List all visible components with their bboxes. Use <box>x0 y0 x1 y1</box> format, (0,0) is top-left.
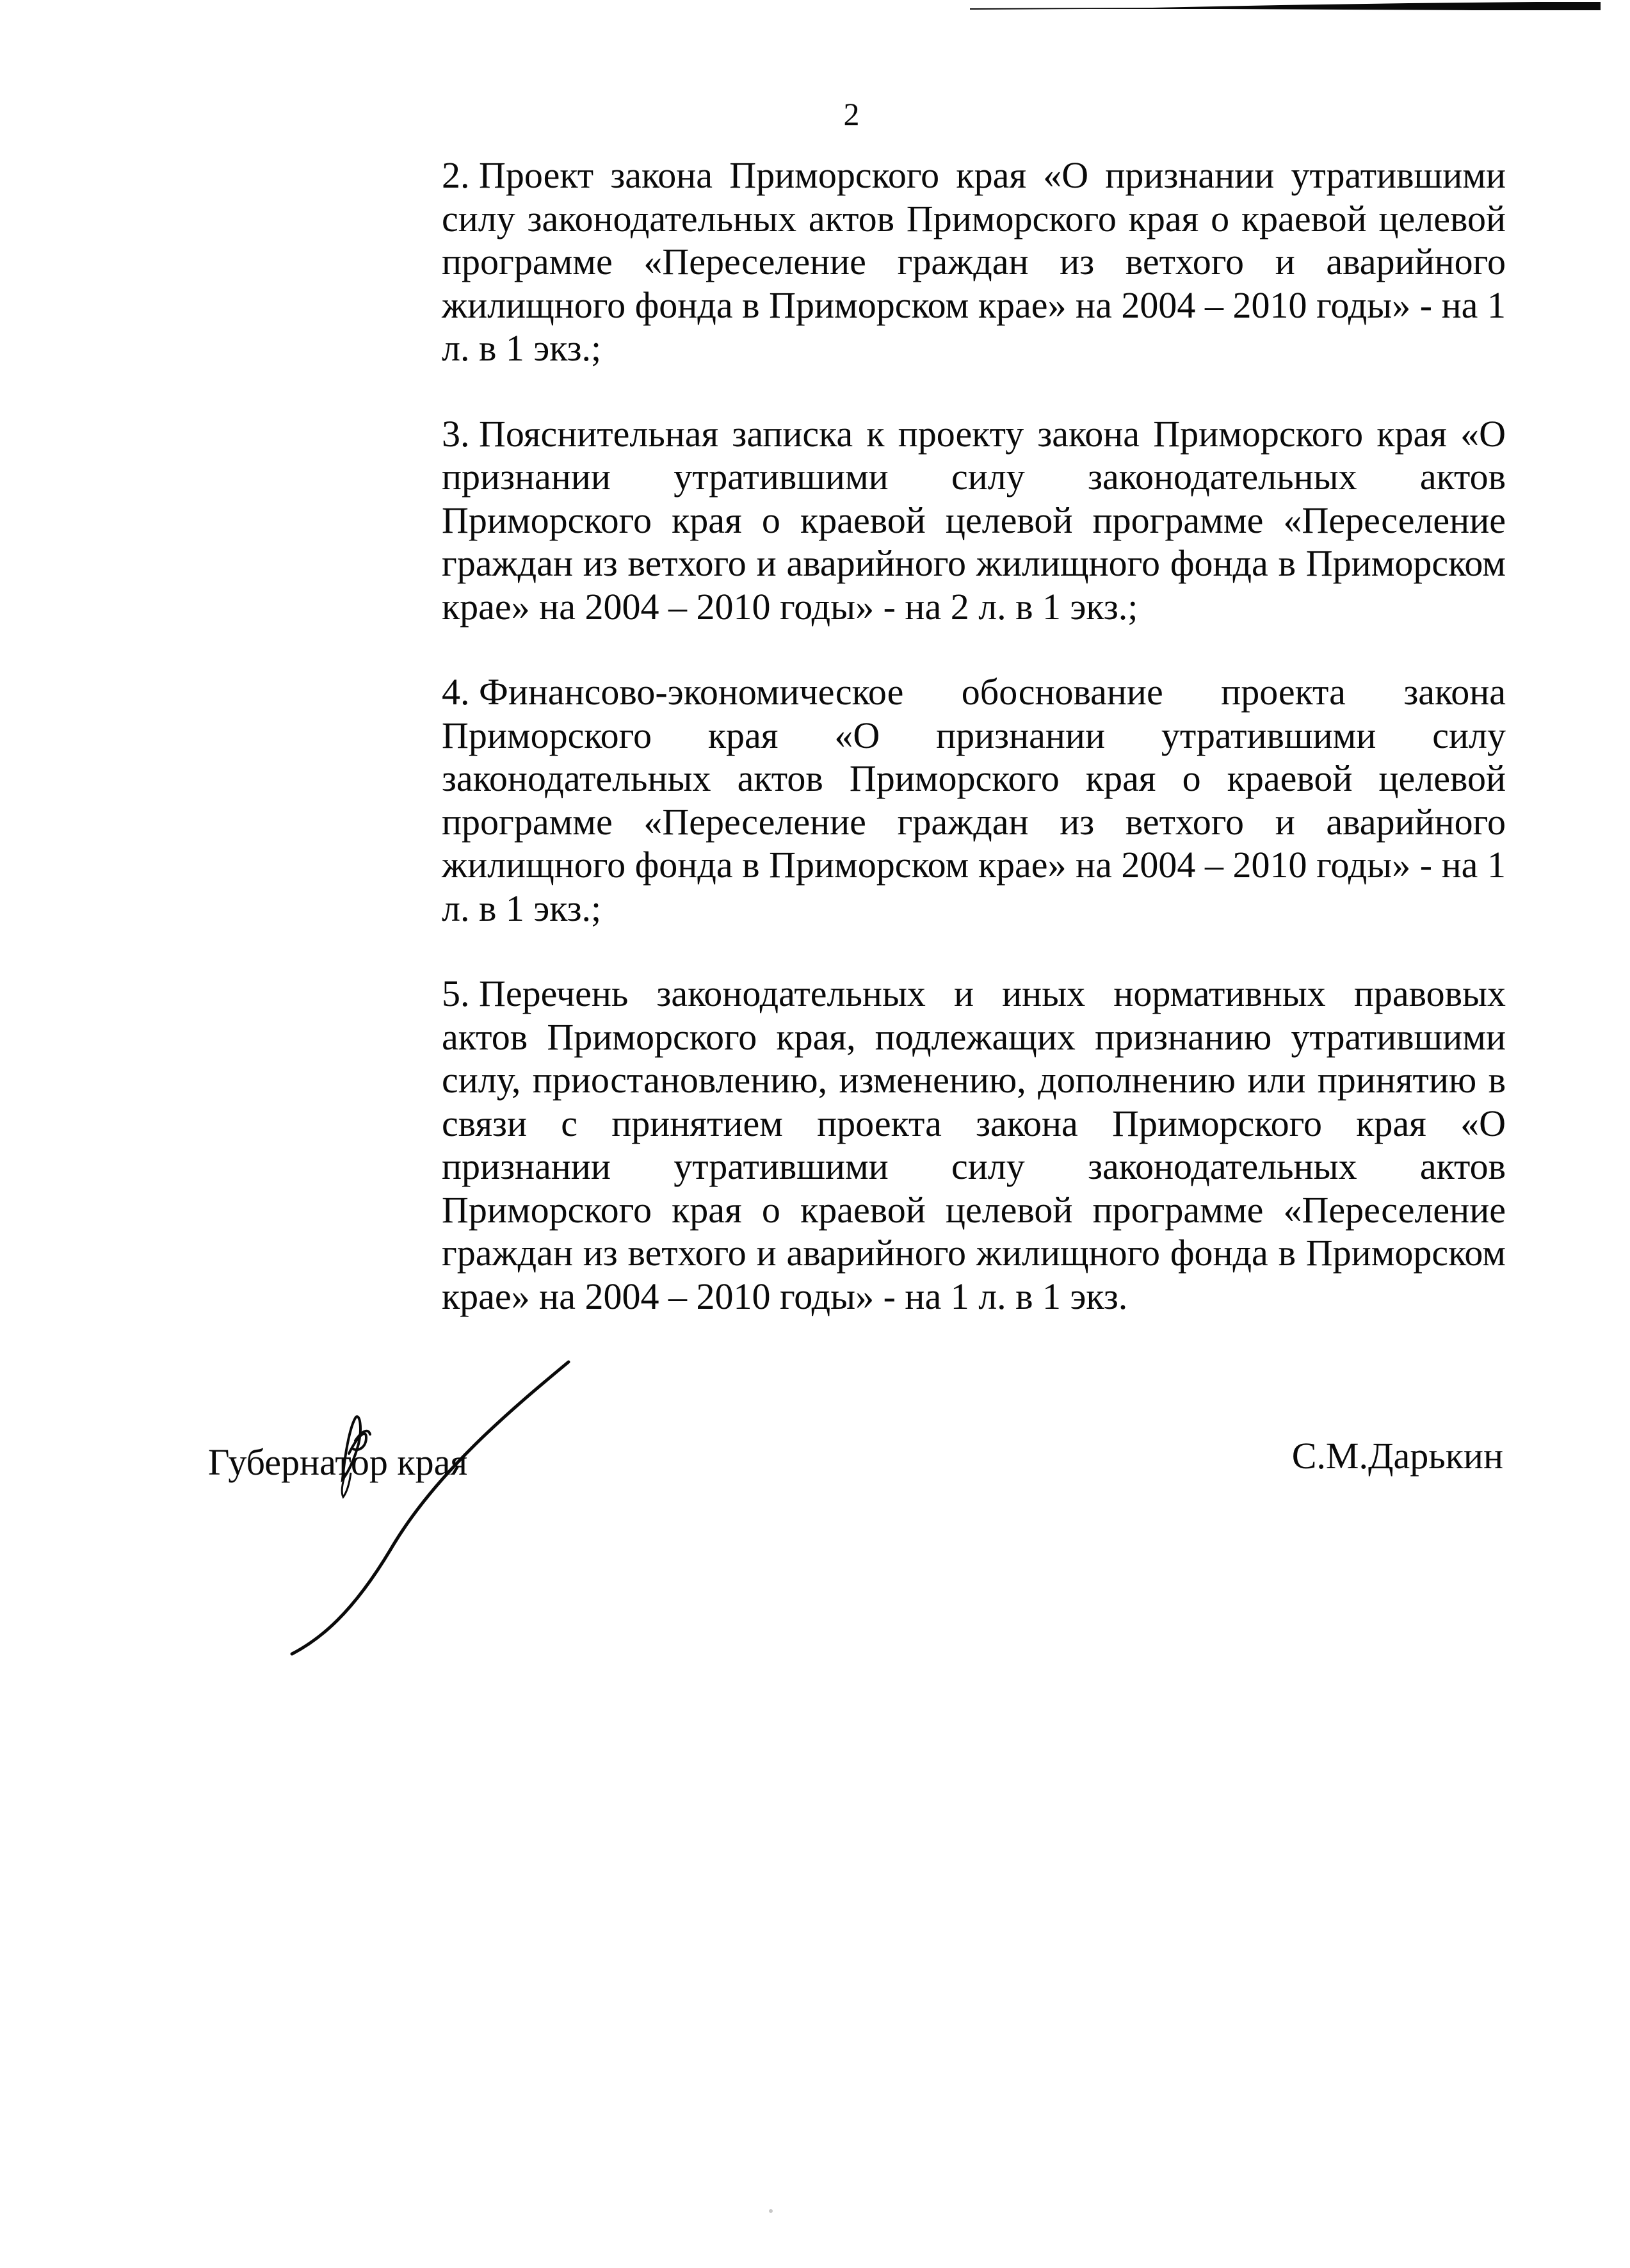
list-item <box>442 154 1506 370</box>
list-item-text: Финансово-экономическое обоснование проекта закона Приморского края «О признании утратившими силу законодательных актов Приморского края о краевой целевой программе «Переселение граждан из ветхого и аварийного жилищного фонда в Приморском крае» на 2004 – 2010 годы» - на 1 л. в 1 экз.; <box>442 671 1506 929</box>
list-item-number: 5. <box>442 973 470 1014</box>
list-item-number: 2. <box>442 154 470 196</box>
document-body <box>442 154 1506 1360</box>
top-scan-rule <box>0 0 1630 19</box>
list-item-text: Проект закона Приморского края «О признании утратившими силу законодательных актов Приморского края о краевой целевой программе «Переселение граждан из ветхого и аварийного жилищного фонда в Приморском крае» на 2004 – 2010 годы» - на 1 л. в 1 экз.; <box>442 154 1506 369</box>
list-item <box>442 412 1506 629</box>
signatory-title: Губернатор края <box>208 1441 468 1483</box>
scan-speck <box>769 2209 773 2213</box>
list-item-text: Пояснительная записка к проекту закона Приморского края «О признании утратившими силу законодательных актов Приморского края о краевой целевой программе «Переселение граждан из ветхого и аварийного жилищного фонда в Приморском крае» на 2004 – 2010 годы» - на 2 л. в 1 экз.; <box>442 412 1506 628</box>
list-item <box>442 670 1506 930</box>
signature-main-stroke <box>292 1362 569 1654</box>
list-item-number: 3. <box>442 412 470 455</box>
signatory-name: С.М.Дарькин <box>1291 1435 1503 1477</box>
signature-flourish <box>349 1431 370 1454</box>
list-item-number: 4. <box>442 671 470 713</box>
top-rule-stroke <box>970 2 1601 10</box>
signature-loop <box>343 1416 360 1479</box>
signature-tail <box>342 1473 351 1497</box>
list-item <box>442 972 1506 1318</box>
page-number: 2 <box>843 96 860 132</box>
list-item-text: Перечень законодательных и иных нормативных правовых актов Приморского края, подлежащих признанию утратившими силу, приостановлению, изменению, дополнению или принятию в связи с принятием проекта закона Приморского края «О признании утратившими силу законодательных актов Приморского края о краевой целевой программе «Переселение граждан из ветхого и аварийного жилищного фонда в Приморском крае» на 2004 – 2010 годы» - на 1 л. в 1 экз. <box>442 973 1506 1317</box>
